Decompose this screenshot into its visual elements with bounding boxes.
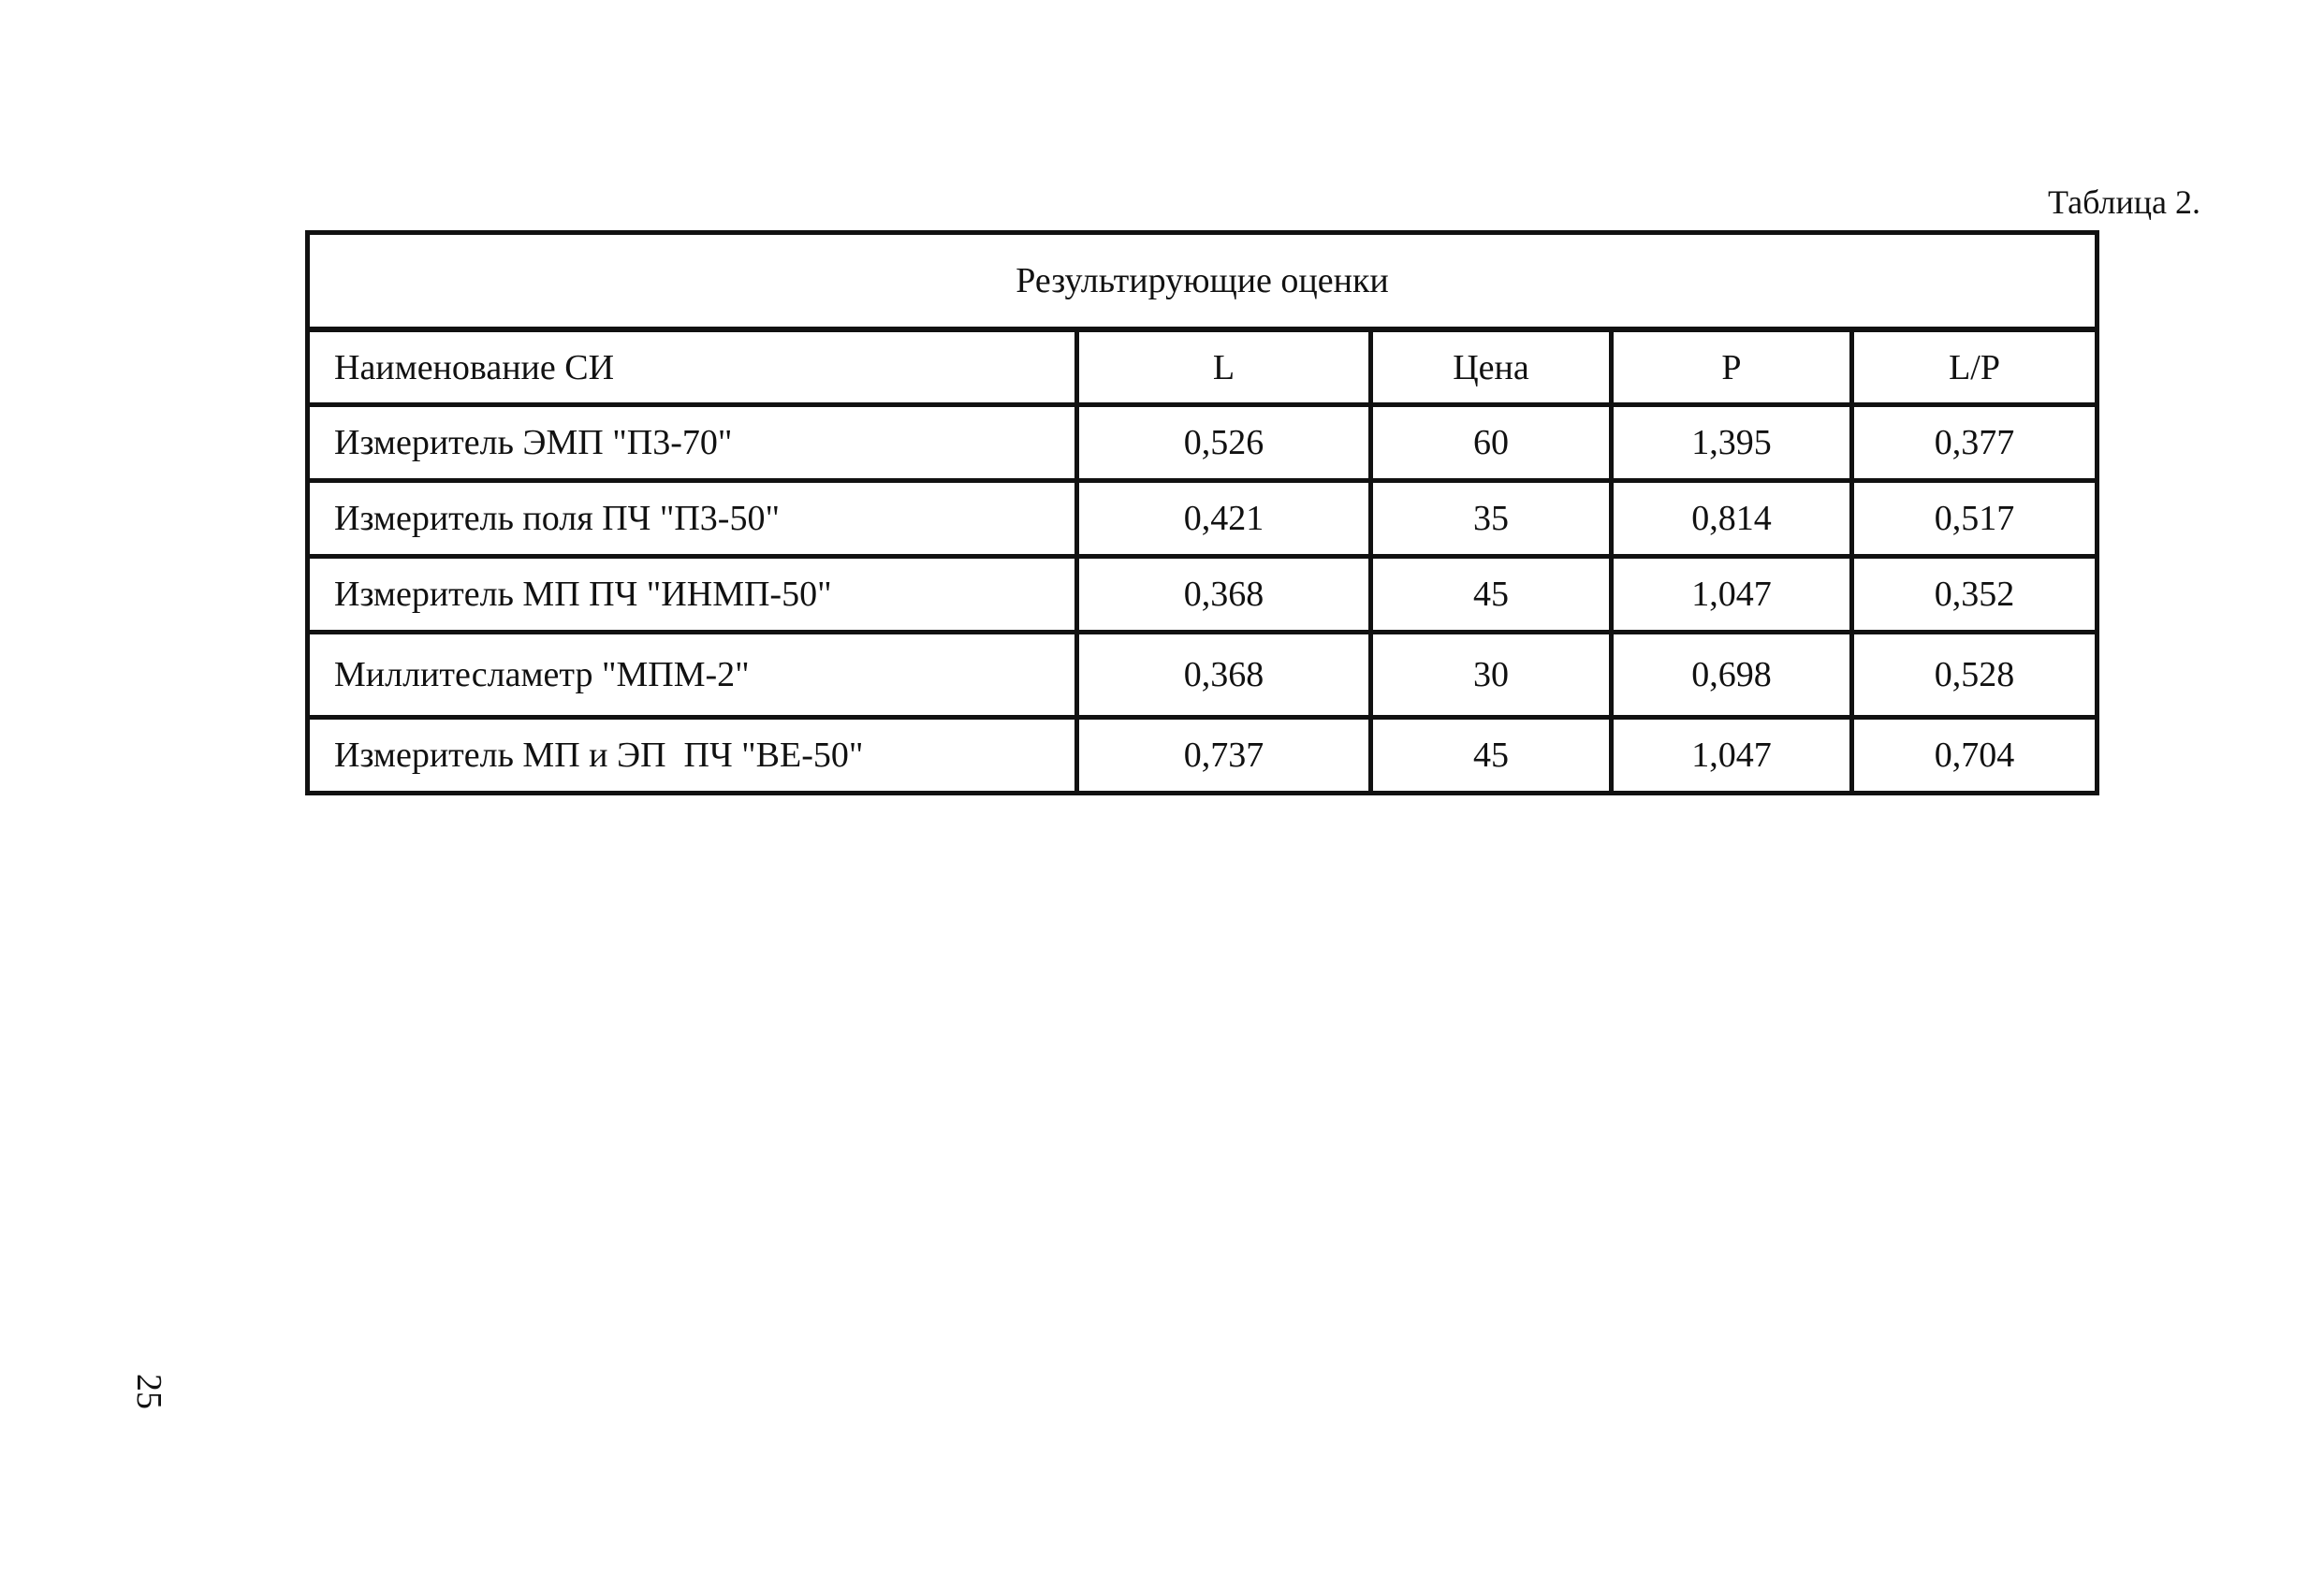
cell-l-p: 0,528 — [1852, 633, 2097, 718]
column-header-name: Наименование СИ — [308, 329, 1077, 405]
cell-p: 0,698 — [1612, 633, 1852, 718]
results-table — [305, 230, 2099, 795]
column-header-price: Цена — [1371, 329, 1612, 405]
column-header-p: P — [1612, 329, 1852, 405]
cell-name: Измеритель МП и ЭП ПЧ "ВЕ-50" — [308, 718, 1077, 794]
cell-l-p: 0,352 — [1852, 557, 2097, 633]
cell-name: Измеритель МП ПЧ "ИНМП-50" — [308, 557, 1077, 633]
cell-price: 45 — [1371, 557, 1612, 633]
table-caption: Таблица 2. — [2048, 183, 2200, 221]
cell-name: Миллитесламетр "МПМ-2" — [308, 633, 1077, 718]
table-title-row — [308, 233, 2097, 330]
cell-l-p: 0,517 — [1852, 481, 2097, 557]
cell-l: 0,526 — [1077, 405, 1371, 481]
column-header-l-p: L/P — [1852, 329, 2097, 405]
table-row — [308, 557, 2097, 633]
table-row — [308, 633, 2097, 718]
cell-name: Измеритель поля ПЧ "П3-50" — [308, 481, 1077, 557]
cell-p: 0,814 — [1612, 481, 1852, 557]
cell-l: 0,368 — [1077, 633, 1371, 718]
cell-p: 1,047 — [1612, 557, 1852, 633]
cell-name: Измеритель ЭМП "П3-70" — [308, 405, 1077, 481]
table-row — [308, 481, 2097, 557]
cell-l: 0,368 — [1077, 557, 1371, 633]
page-number: 25 — [129, 1374, 168, 1409]
table-row — [308, 405, 2097, 481]
cell-price: 30 — [1371, 633, 1612, 718]
cell-l-p: 0,704 — [1852, 718, 2097, 794]
cell-price: 45 — [1371, 718, 1612, 794]
column-header-l: L — [1077, 329, 1371, 405]
cell-l: 0,737 — [1077, 718, 1371, 794]
table-row — [308, 718, 2097, 794]
table-header-row — [308, 329, 2097, 405]
cell-p: 1,047 — [1612, 718, 1852, 794]
cell-price: 60 — [1371, 405, 1612, 481]
cell-price: 35 — [1371, 481, 1612, 557]
cell-l-p: 0,377 — [1852, 405, 2097, 481]
cell-p: 1,395 — [1612, 405, 1852, 481]
table-title: Результирующие оценки — [308, 233, 2097, 330]
cell-l: 0,421 — [1077, 481, 1371, 557]
